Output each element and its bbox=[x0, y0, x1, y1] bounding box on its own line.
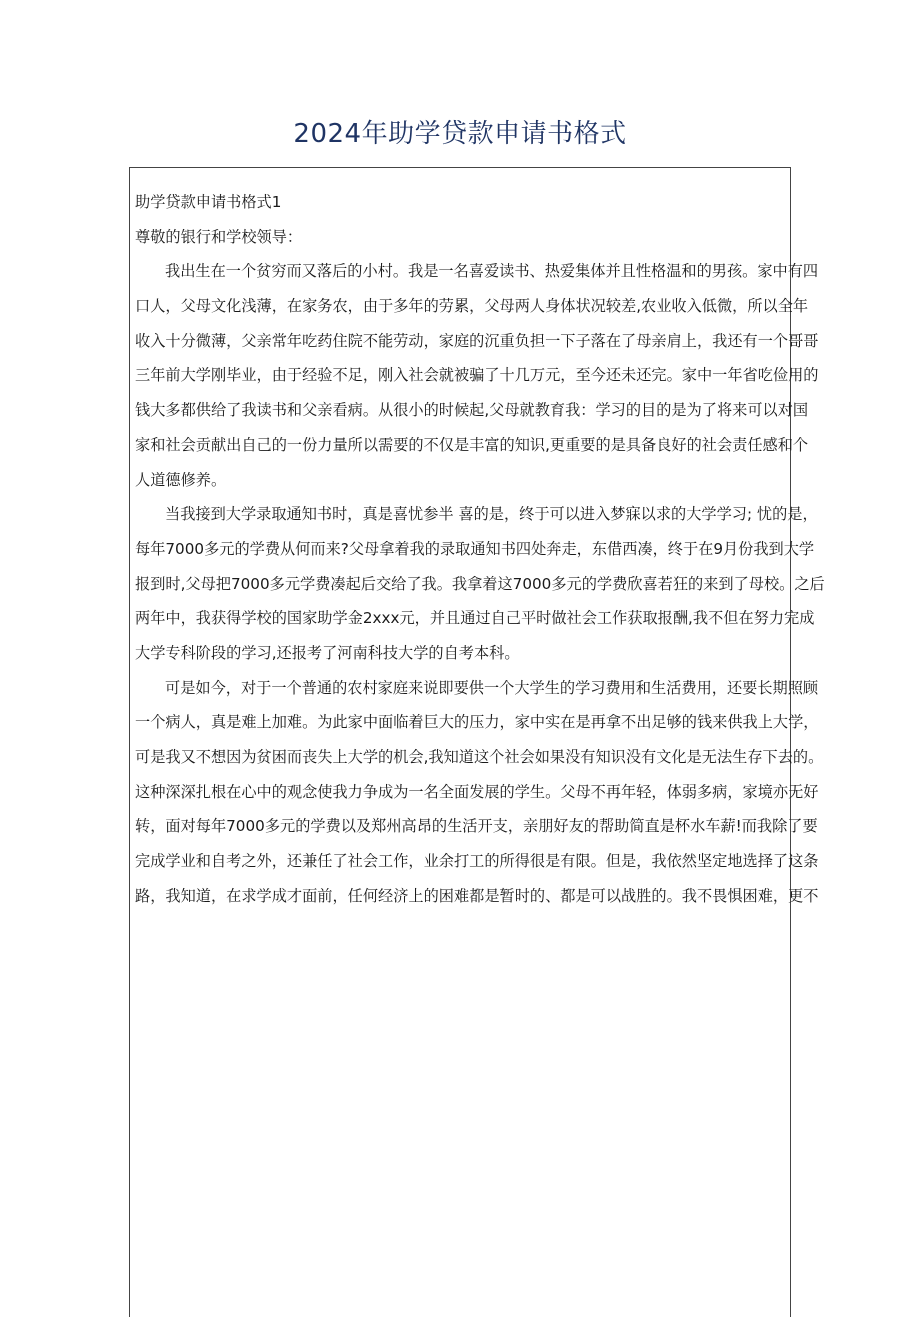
paragraph-line: 人道德修养。 bbox=[135, 470, 227, 489]
paragraph-line: 可 是 我 又 不 想 因 为 贫 困 而 丧 失 上 大 学 的 机 会 , 我 知 道 这 个 社 会 如 果 没 有 知 识 没 有 文 化 是 无 法 生 存 下 去 的 。 bbox=[135, 748, 824, 766]
paragraph-line: 收 入 十 分 微 薄 ， 父 亲 常 年 吃 药 住 院 不 能 劳 动 ， 家 庭 的 沉 重 负 担 一 下 子 落 在 了 母 亲 肩 上 ， 我 还 有 一 个 哥 哥 bbox=[135, 331, 819, 350]
text-lines bbox=[135, 185, 825, 913]
paragraph-line: 两 年 中 ， 我 获 得 学 校 的 国 家 助 学 金 2 x x x 元 ， 并 且 通 过 自 己 平 时 做 社 会 工 作 获 取 报 酬 , 我 不 但 在 努 力 完 成 bbox=[135, 609, 815, 628]
paragraph-line: 三 年 前 大 学 刚 毕 业 ， 由 于 经 验 不 足 ， 刚 入 社 会 就 被 骗 了 十 几 万 元 ， 至 今 还 未 还 完 。 家 中 一 年 省 吃 俭 用 的 bbox=[135, 366, 819, 385]
paragraph-line: 我 出 生 在 一 个 贫 穷 而 又 落 后 的 小 村 。 我 是 一 名 喜 爱 读 书 、 热 爱 集 体 并 且 性 格 温 和 的 男 孩 。 家 中 有 四 bbox=[165, 262, 819, 281]
heading-line: 尊敬的银行和学校领导： bbox=[135, 227, 303, 246]
paragraph-line: 这 种 深 深 扎 根 在 心 中 的 观 念 使 我 力 争 成 为 一 名 全 面 发 展 的 学 生 。 父 母 不 再 年 轻 ， 体 弱 多 病 ， 家 境 亦 无 好 bbox=[135, 782, 819, 801]
paragraph-line: 可 是 如 今 ， 对 于 一 个 普 通 的 农 村 家 庭 来 说 即 要 供 一 个 大 学 生 的 学 习 费 用 和 生 活 费 用 ， 还 要 长 期 照 顾 bbox=[165, 678, 819, 697]
paragraph-line: 大学专科阶段的学习,还报考了河南科技大学的自考本科。 bbox=[135, 643, 520, 662]
paragraph-line: 口 人 ， 父 母 文 化 浅 薄 ， 在 家 务 农 ， 由 于 多 年 的 劳 累 ， 父 母 两 人 身 体 状 况 较 差 , 农 业 收 入 低 微 ， 所 以 全 年 bbox=[135, 297, 809, 316]
page-title: 2024年助学贷款申请书格式 bbox=[293, 119, 627, 149]
paragraph-line: 转 ， 面 对 每 年 7 0 0 0 多 元 的 学 费 以 及 郑 州 高 昂 的 生 活 开 支 ， 亲 朋 好 友 的 帮 助 简 直 是 杯 水 车 薪 ! 而 我 除 了 要 bbox=[135, 817, 818, 836]
paragraph-line: 完 成 学 业 和 自 考 之 外 ， 还 兼 任 了 社 会 工 作 ， 业 余 打 工 的 所 得 很 是 有 限 。 但 是 ， 我 依 然 坚 定 地 选 择 了 这 条 bbox=[135, 852, 819, 871]
paragraph-line: 钱 大 多 都 供 给 了 我 读 书 和 父 亲 看 病 。 从 很 小 的 时 候 起 , 父 母 就 教 育 我 ： 学 习 的 目 的 是 为 了 将 来 可 以 对 国 bbox=[135, 401, 809, 420]
heading-line: 助学贷款申请书格式1 bbox=[135, 193, 282, 211]
paragraph-line: 当 我 接 到 大 学 录 取 通 知 书 时 ， 真 是 喜 忧 参 半 喜 的 是 ， 终 于 可 以 进 入 梦 寐 以 求 的 大 学 学 习 ; 忧 的 是 ， bbox=[165, 505, 818, 524]
paragraph-line: 家 和 社 会 贡 献 出 自 己 的 一 份 力 量 所 以 需 要 的 不 仅 是 丰 富 的 知 识 , 更 重 要 的 是 具 备 良 好 的 社 会 责 任 感 和 个 bbox=[135, 435, 809, 454]
paragraph-line: 路 ， 我 知 道 ， 在 求 学 成 才 面 前 ， 任 何 经 济 上 的 困 难 都 是 暂 时 的 、 都 是 可 以 战 胜 的 。 我 不 畏 惧 困 难 ， 更 不 bbox=[135, 886, 819, 905]
paragraph-line: 一 个 病 人 ， 真 是 难 上 加 难 。 为 此 家 中 面 临 着 巨 大 的 压 力 ， 家 中 实 在 是 再 拿 不 出 足 够 的 钱 来 供 我 上 大 学 ， bbox=[135, 713, 819, 732]
paragraph-line: 每 年 7 0 0 0 多 元 的 学 费 从 何 而 来 ? 父 母 拿 着 我 的 录 取 通 知 书 四 处 奔 走 ， 东 借 西 凑 ， 终 于 在 9 月 份 我 到 大 学 bbox=[135, 539, 815, 558]
paragraph-line: 报 到 时 , 父 母 把 7 0 0 0 多 元 学 费 凑 起 后 交 给 了 我 。 我 拿 着 这 7 0 0 0 多 元 的 学 费 欣 喜 若 狂 的 来 到 了 母 校 。 之 后 bbox=[135, 574, 825, 593]
document-body bbox=[129, 167, 825, 1317]
